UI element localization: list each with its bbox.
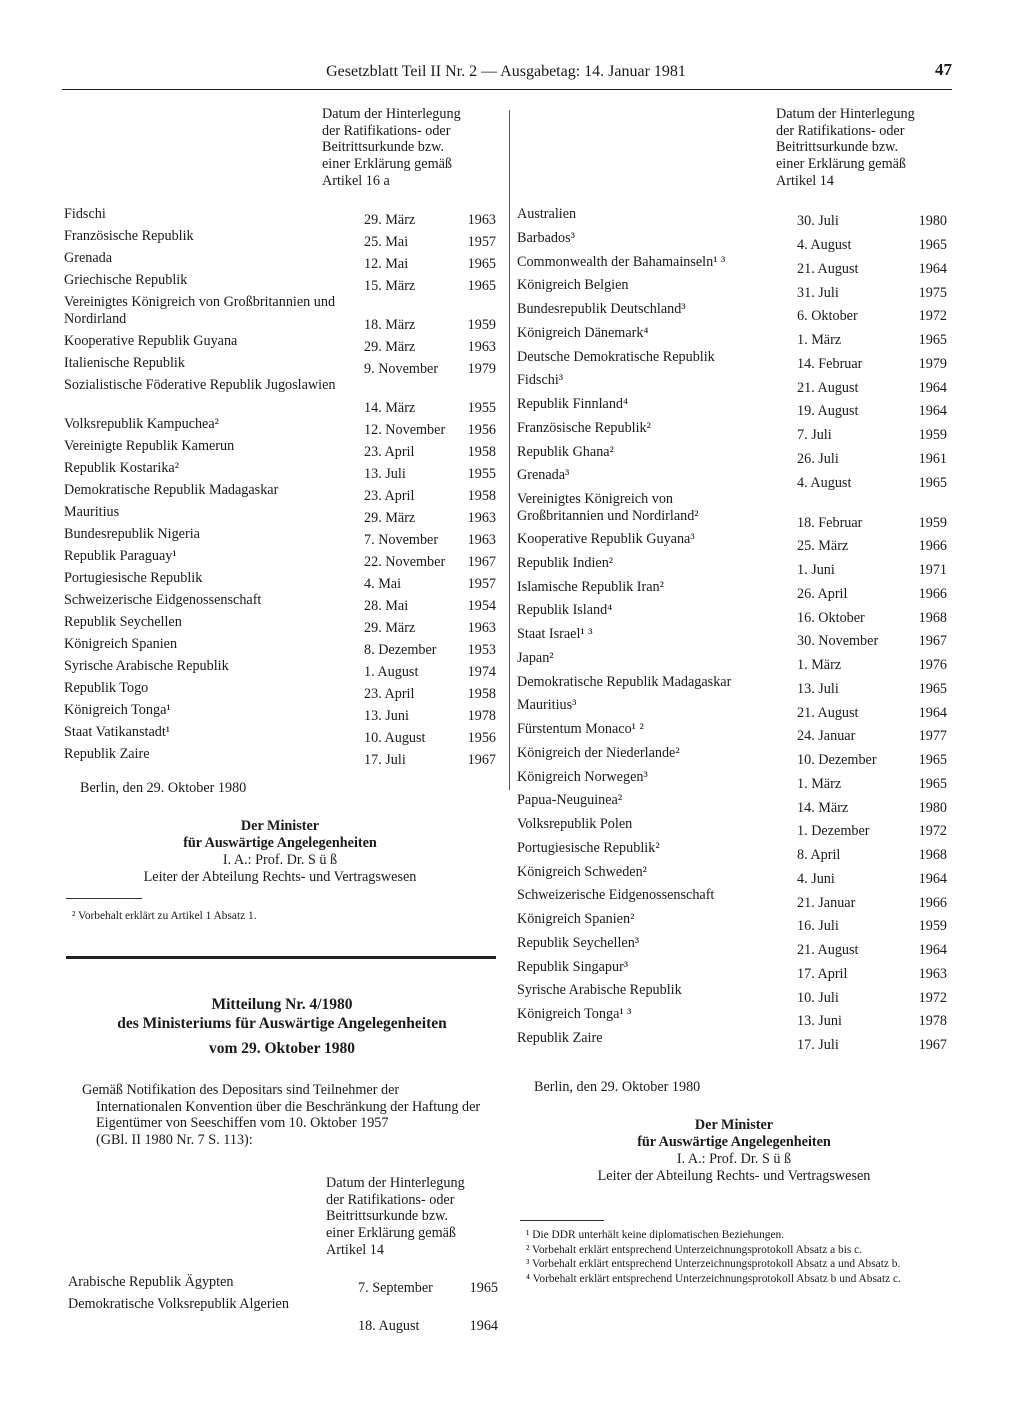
list-item: Republik Paraguay¹ 22. November 1967 [64,548,496,570]
list-item: Vereinigtes Königreich von Großbritannien und Nordirland 18. März 1959 [64,294,496,333]
footnote: ³ Vorbehalt erklärt entsprechend Unterzeichnungsprotokoll Absatz a und Absatz b. [526,1258,901,1270]
footnote: ² Vorbehalt erklärt zu Artikel 1 Absatz 1. [72,910,257,922]
list-item: Königreich Schweden² 4. Juni 1964 [517,863,947,887]
list-item: Französische Republik² 7. Juli 1959 [517,419,947,443]
list-item: Republik Singapur³ 17. April 1963 [517,958,947,982]
page-header [60,58,952,88]
list-item: Grenada³ 4. August 1965 [517,467,947,491]
list-item: Syrische Arabische Republik 1. August 1974 [64,658,496,680]
right-ratification-list [517,206,947,1054]
list-item: Australien 30. Juli 1980 [517,206,947,230]
list-item: Grenada 12. Mai 1965 [64,250,496,272]
list-item: Bundesrepublik Deutschland³ 6. Oktober 1972 [517,301,947,325]
list-item: Königreich Tonga¹ 13. Juni 1978 [64,702,496,724]
list-item: Bundesrepublik Nigeria 7. November 1963 [64,526,496,548]
page-number: 47 [935,60,952,79]
left-footnotes [72,910,492,925]
list-item: Vereinigte Republik Kamerun 23. April 1958 [64,438,496,460]
mitteilung-list [68,1274,498,1334]
list-item: Staat Israel¹ ³ 30. November 1967 [517,626,947,650]
list-item: Republik Indien² 1. Juni 1971 [517,554,947,578]
list-item: Republik Togo 23. April 1958 [64,680,496,702]
list-item: Französische Republik 25. Mai 1957 [64,228,496,250]
list-item: Barbados³ 4. August 1965 [517,229,947,253]
mitteilung-column-heading: Datum der Hinterlegung der Ratifikations- oder Beitrittsurkunde bzw. einer Erklärung gemäß Artikel 14 [326,1175,465,1258]
list-item: Fürstentum Monaco¹ ² 24. Januar 1977 [517,721,947,745]
list-item: Schweizerische Eidgenossenschaft 28. Mai 1954 [64,592,496,614]
list-item: Königreich der Niederlande² 10. Dezember 1965 [517,744,947,768]
list-item: Arabische Republik Ägypten 7. September 1965 [68,1274,498,1296]
mitteilung-intro: Gemäß Notifikation des Depositars sind Teilnehmer der Internationalen Konvention über die Beschränkung der Haftung der Eigentümer von Seeschiffen vom 10. Oktober 1957 (GBl. II 1980 Nr. 7 S. 113): [82,1082,481,1148]
section-divider [66,956,496,959]
right-footnote-rule [520,1220,604,1221]
list-item: Demokratische Volksrepublik Algerien 18. August 1964 [68,1296,498,1334]
list-item: Republik Kostarika² 13. Juli 1955 [64,460,496,482]
list-item: Papua-Neuguinea² 14. März 1980 [517,792,947,816]
list-item: Portugiesische Republik² 8. April 1968 [517,839,947,863]
list-item: Republik Seychellen 29. März 1963 [64,614,496,636]
list-item: Fidschi 29. März 1963 [64,206,496,228]
list-item: Staat Vatikanstadt¹ 10. August 1956 [64,724,496,746]
left-footnote-rule [66,898,142,899]
mitteilung-title: Mitteilung Nr. 4/1980 des Ministeriums für Auswärtige Angelegenheiten vom 29. Oktober 1980 [117,996,447,1057]
list-item: Republik Island⁴ 16. Oktober 1968 [517,602,947,626]
footnote: ¹ Die DDR unterhält keine diplomatischen Beziehungen. [526,1229,785,1241]
list-item: Republik Zaire 17. Juli 1967 [64,746,496,768]
list-item: Syrische Arabische Republik 10. Juli 1972 [517,982,947,1006]
list-item: Königreich Dänemark⁴ 1. März 1965 [517,324,947,348]
footnote: ² Vorbehalt erklärt entsprechend Unterzeichnungsprotokoll Absatz a bis c. [526,1243,863,1256]
list-item: Mauritius 29. März 1963 [64,504,496,526]
list-item: Italienische Republik 9. November 1979 [64,355,496,377]
list-item: Kooperative Republik Guyana 29. März 1963 [64,333,496,355]
list-item: Griechische Republik 15. März 1965 [64,272,496,294]
right-footnotes [526,1229,954,1287]
list-item: Republik Seychellen³ 21. August 1964 [517,934,947,958]
list-item: Islamische Republik Iran² 26. April 1966 [517,578,947,602]
list-item: Sozialistische Föderative Republik Jugoslawien 14. März 1955 [64,377,496,416]
header-title: Gesetzblatt Teil II Nr. 2 — Ausgabetag: 14. Januar 1981 [326,63,686,80]
list-item: Republik Ghana² 26. Juli 1961 [517,443,947,467]
list-item: Portugiesische Republik 4. Mai 1957 [64,570,496,592]
list-item: Königreich Spanien 8. Dezember 1953 [64,636,496,658]
list-item: Volksrepublik Polen 1. Dezember 1972 [517,816,947,840]
list-item: Schweizerische Eidgenossenschaft 21. Januar 1966 [517,887,947,911]
list-item: Königreich Tonga¹ ³ 13. Juni 1978 [517,1006,947,1030]
list-item: Mauritius³ 21. August 1964 [517,697,947,721]
right-column-heading: Datum der Hinterlegung der Ratifikations- oder Beitrittsurkunde bzw. einer Erklärung gemäß Artikel 14 [776,106,915,189]
list-item: Republik Finnland⁴ 19. August 1964 [517,396,947,420]
list-item: Volksrepublik Kampuchea² 12. November 1956 [64,416,496,438]
right-signature-block: Der Minister für Auswärtige Angelegenheiten I. A.: Prof. Dr. S ü ß Leiter der Abteilung Rechts- und Vertragswesen [597,1117,871,1184]
list-item: Demokratische Republik Madagaskar 23. April 1958 [64,482,496,504]
list-item: Fidschi³ 21. August 1964 [517,372,947,396]
list-item: Demokratische Republik Madagaskar 13. Juli 1965 [517,673,947,697]
list-item: Königreich Norwegen³ 1. März 1965 [517,768,947,792]
list-item: Commonwealth der Bahamainseln¹ ³ 21. August 1964 [517,253,947,277]
left-column-heading: Datum der Hinterlegung der Ratifikations- oder Beitrittsurkunde bzw. einer Erklärung gemäß Artikel 16 a [322,106,461,189]
list-item: Königreich Belgien 31. Juli 1975 [517,277,947,301]
list-item: Vereinigtes Königreich von Großbritannien und Nordirland² 18. Februar 1959 [517,491,947,531]
column-divider [509,110,510,790]
list-item: Republik Zaire 17. Juli 1967 [517,1029,947,1053]
list-item: Königreich Spanien² 16. Juli 1959 [517,911,947,935]
list-item: Deutsche Demokratische Republik 14. Februar 1979 [517,348,947,372]
footnote: ⁴ Vorbehalt erklärt entsprechend Unterzeichnungsprotokoll Absatz b und Absatz c. [526,1272,901,1285]
header-rule [62,89,952,90]
left-signature-block: Der Minister für Auswärtige Angelegenheiten I. A.: Prof. Dr. S ü ß Leiter der Abteilung Rechts- und Vertragswesen [143,818,417,885]
right-place-date: Berlin, den 29. Oktober 1980 [534,1079,701,1095]
list-item: Kooperative Republik Guyana³ 25. März 1966 [517,531,947,555]
left-ratification-list [64,206,496,768]
list-item: Japan² 1. März 1976 [517,649,947,673]
left-place-date: Berlin, den 29. Oktober 1980 [80,780,247,796]
